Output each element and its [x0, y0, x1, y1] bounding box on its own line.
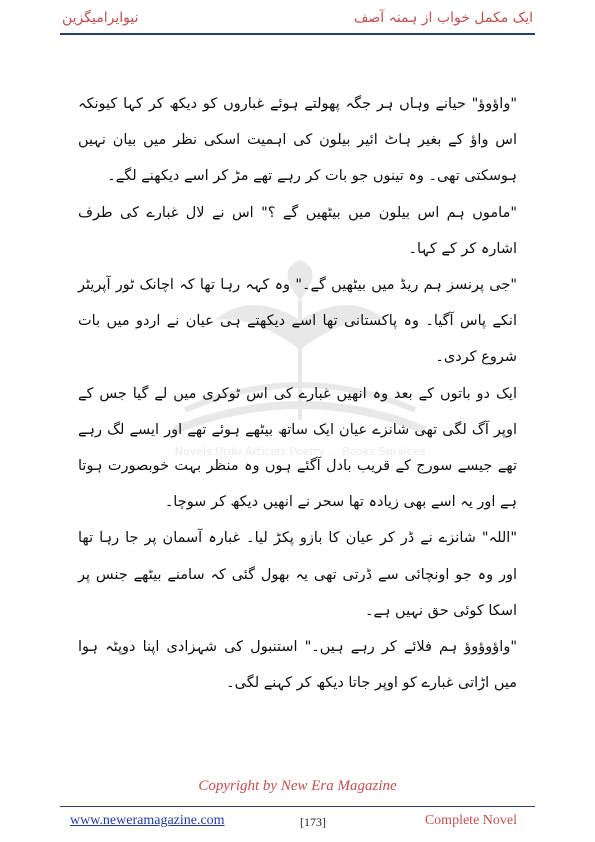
copyright-notice: Copyright by New Era Magazine	[198, 778, 397, 794]
website-link[interactable]: www.neweramagazine.com	[70, 813, 225, 828]
paragraph: ایک دو باتوں کے بعد وہ انھیں غبارے کی اس ٹوکری میں لے گیا جس کے اوپر آگ لگی تھی شانزے عیان ایک ساتھ بیٹھے ہوئے تھے اور ایسے لگ رہے تھے جیسے سورج کے قریب بادل آگئے ہوں وہ منظر بہت خوبصورت ہوتا ہے اور یہ اسے بھی زیادہ تھا سحر نے انھیں دیکھ کر سوچا۔	[78, 385, 517, 511]
footer-divider	[60, 806, 535, 807]
paragraph: "واؤوؤوؤ ہم فلائے کر رہے ہیں۔" استنبول کی شہزادی اپنا دوپٹہ ہوا میں اڑاتی غبارے کو اوپر جاتا دیکھ کر کہنے لگی۔	[78, 639, 517, 692]
paragraph: "ماموں ہم اس بیلون میں بیٹھیں گے ؟" اس نے لال غبارے کی طرف اشارہ کر کے کہا۔	[78, 204, 517, 257]
novel-body	[78, 86, 517, 701]
footer-label: Complete Novel	[424, 813, 517, 828]
header-divider	[60, 33, 535, 35]
header-novel-title: ایک مکمل خواب از ہمنہ آصف	[353, 10, 533, 26]
paragraph: "واؤوؤ" حیانے وہاں ہر جگہ پھولتے ہوئے غباروں کو دیکھ کر کہا کیونکہ اس واؤ کے بغیر ہاٹ ائیر بیلون کی اہمیت اسکی نظر میں بیان نہیں ہوسکتی تھی۔ وہ تینوں جو بات کر رہے تھے مڑ کر اسے دیکھنے لگے۔	[78, 96, 517, 185]
watermark-text: Novels Urdu Articles Poetry ... Books Services	[174, 445, 426, 458]
paragraph: "اللہ" شانزے نے ڈر کر عیان کا بازو پکڑ لیا۔ غبارہ آسمان پر جا رہا تھا اور وہ جو اونچائی سے ڈرتی تھی یہ بھول گئی کہ سامنے بیٹھے جنس پر اسکا کوئی حق نہیں ہے۔	[78, 530, 517, 619]
header-magazine-name: نیوایرامیگزین	[62, 10, 139, 26]
paragraph: "جی پرنسز ہم ریڈ میں بیٹھیں گے۔" وہ کہہ رہا تھا کہ اچانک ٹور آپریٹر انکے پاس آگیا۔ وہ پاکستانی تھا اسے دیکھتے ہی عیان نے اردو میں بات شروع کردی۔	[78, 277, 517, 366]
page-number: [173]	[300, 815, 326, 829]
